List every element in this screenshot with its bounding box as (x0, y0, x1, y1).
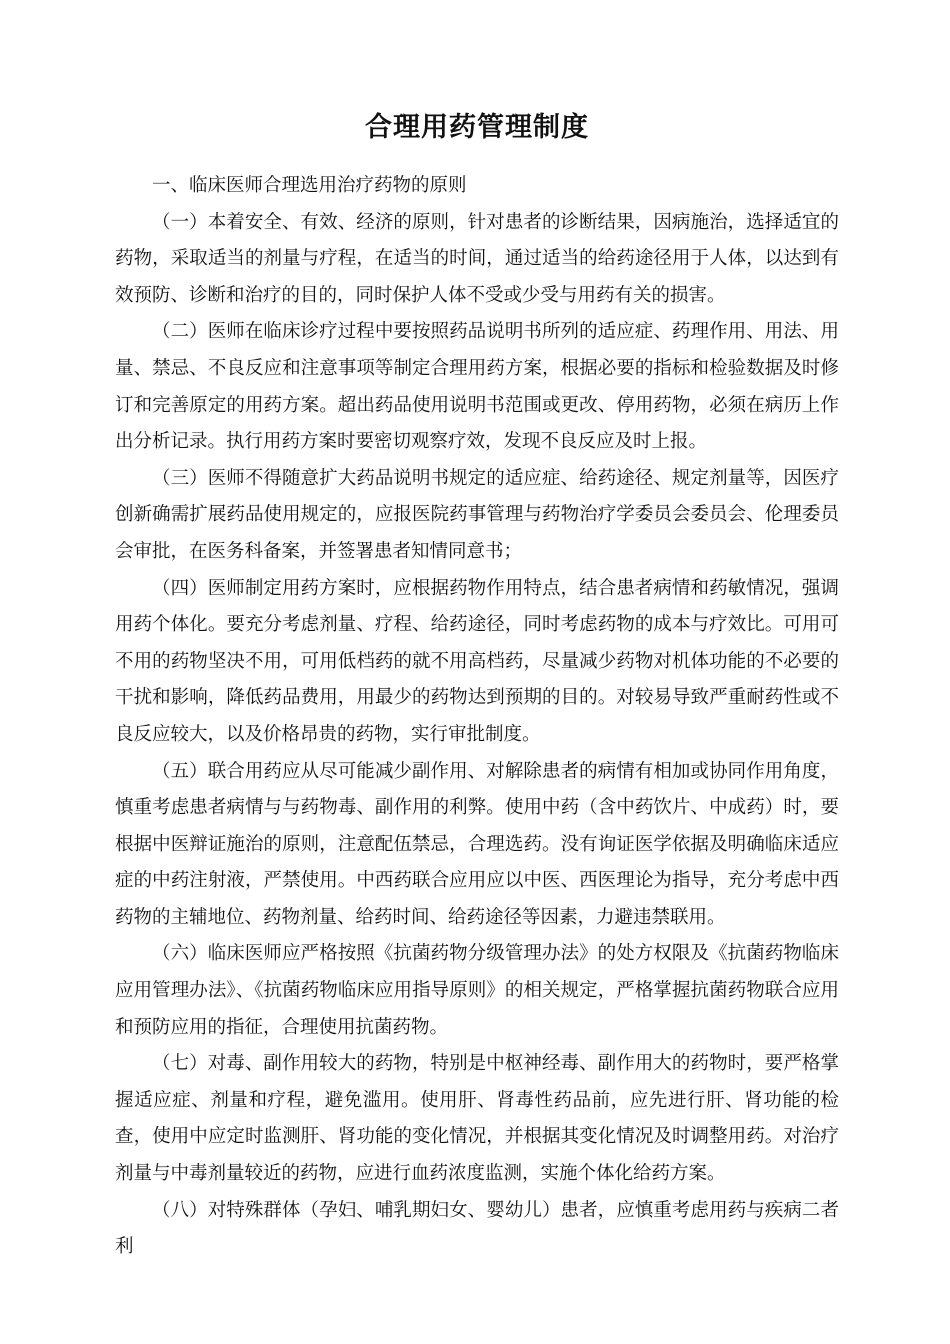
paragraph-3: （三）医师不得随意扩大药品说明书规定的适应症、给药途径、规定剂量等，因医疗创新确需扩展药品使用规定的，应报医院药事管理与药物治疗学委员会委员会、伦理委员会审批，在医务科备案，并签署患者知情同意书； (115, 467, 839, 562)
paragraph-7: （七）对毒、副作用较大的药物，特别是中枢神经毒、副作用大的药物时，要严格掌握适应症、剂量和疗程，避免滥用。使用肝、肾毒性药品前，应先进行肝、肾功能的检查，使用中应定时监测肝、肾功能的变化情况，并根据其变化情况及时调整用药。对治疗剂量与中毒剂量较近的药物，应进行血药浓度监测，实施个体化给药方案。 (115, 1053, 839, 1185)
paragraph-2: （二）医师在临床诊疗过程中要按照药品说明书所列的适应症、药理作用、用法、用量、禁忌、不良反应和注意事项等制定合理用药方案，根据必要的指标和检验数据及时修订和完善原定的用药方案。超出药品使用说明书范围或更改、停用药物，必须在病历上作出分析记录。执行用药方案时要密切观察疗效，发现不良反应及时上报。 (115, 321, 839, 453)
section-heading: 一、临床医师合理选用治疗药物的原则 (152, 175, 467, 196)
paragraph-8: （八）对特殊群体（孕妇、哺乳期妇女、婴幼儿）患者，应慎重考虑用药与疾病二者利 (115, 1199, 839, 1258)
paragraph-1: （一）本着安全、有效、经济的原则，针对患者的诊断结果，因病施治，选择适宜的药物，采取适当的剂量与疗程，在适当的时间，通过适当的给药途径用于人体，以达到有效预防、诊断和治疗的目的，同时保护人体不受或少受与用药有关的损害。 (115, 211, 839, 306)
paragraph-5: （五）联合用药应从尽可能减少副作用、对解除患者的病情有相加或协同作用角度，慎重考虑患者病情与与药物毒、副作用的利弊。使用中药（含中药饮片、中成药）时，要根据中医辩证施治的原则，注意配伍禁忌，合理选药。没有询证医学依据及明确临床适应症的中药注射液，严禁使用。中西药联合应用应以中医、西医理论为指导，充分考虑中西药物的主辅地位、药物剂量、给药时间、给药途径等因素，力避违禁联用。 (115, 760, 839, 928)
document-title: 合理用药管理制度 (365, 112, 589, 143)
paragraph-4: （四）医师制定用药方案时，应根据药物作用特点，结合患者病情和药敏情况，强调用药个体化。要充分考虑剂量、疗程、给药途径，同时考虑药物的成本与疗效比。可用可不用的药物坚决不用，可用低档药的就不用高档药，尽量减少药物对机体功能的不必要的干扰和影响，降低药品费用，用最少的药物达到预期的目的。对较易导致严重耐药性或不良反应较大，以及价格昂贵的药物，实行审批制度。 (115, 577, 839, 745)
document-page (115, 100, 839, 1266)
paragraph-6: （六）临床医师应严格按照《抗菌药物分级管理办法》的处方权限及《抗菌药物临床应用管理办法》、《抗菌药物临床应用指导原则》的相关规定，严格掌握抗菌药物联合应用和预防应用的指征，合理使用抗菌药物。 (115, 943, 839, 1038)
